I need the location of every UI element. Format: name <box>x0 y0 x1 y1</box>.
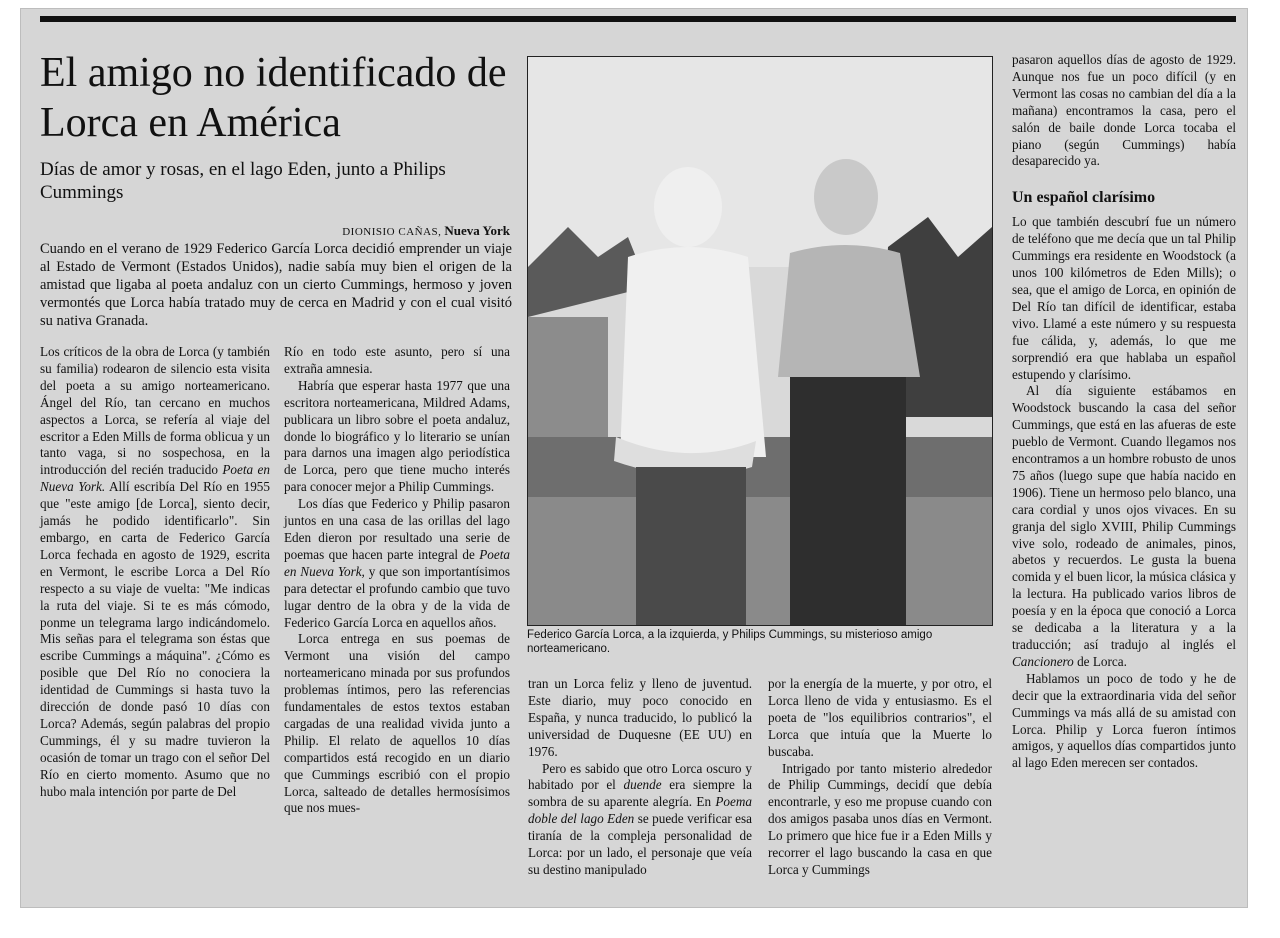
headline: El amigo no identificado de Lorca en América <box>40 50 507 146</box>
paragraph: Los días que Federico y Philip pasaron juntos en una casa de las orillas del lago Eden dieron por resultado una serie de poemas que hacen parte integral de Poeta en Nueva York, y que son importantísimos para detectar el profundo cambio que tuvo lugar dentro de la obra y de la vida de Federico García Lorca en aquellos años. <box>284 496 510 630</box>
column-4 <box>768 676 992 879</box>
paragraph: Habría que esperar hasta 1977 que una escritora norteamericana, Mildred Adams, publicara un libro sobre el poeta andaluz, donde lo biográfico y lo literario se unían para darnos una imagen algo periodística de Lorca, pero que tiene mucho interés para conocer mejor a Philip Cummings. <box>284 377 510 495</box>
paragraph: Lo que también descubrí fue un número de teléfono que me decía que un tal Philip Cummings era residente en Woodstock (a unos 100 kilómetros de Eden Mills); o sea, que el amigo de Lorca, en opinión de Del Río tan difícil de identificar, estaba vivo. Llamé a este número y su respuesta fue cálida, y, además, lo que me sorprendió era que hablaba un español estupendo y clarísimo. <box>1012 214 1236 382</box>
photo-caption: Federico García Lorca, a la izquierda, y Philips Cummings, su misterioso amigo norteamericano. <box>527 629 933 655</box>
paragraph: por la energía de la muerte, y por otro, el Lorca lleno de vida y entusiasmo. Es el poeta de "los equilibrios contrarios", el Lorca que intuía que la Muerte lo buscaba. <box>768 676 992 759</box>
column-5 <box>1012 52 1236 772</box>
photo-image <box>528 57 992 625</box>
section-subhead: Un español clarísimo <box>1012 189 1156 207</box>
byline-location: Nueva York <box>444 223 510 238</box>
paragraph: tran un Lorca feliz y lleno de juventud. Este diario, muy poco conocido en España, y nunca traducido, lo publicó la universidad de Duquesne (EE UU) en 1976. <box>528 676 752 759</box>
lead-paragraph: Cuando en el verano de 1929 Federico García Lorca decidió emprender un viaje al Estado de Vermont (Estados Unidos), nadie sabía muy bien el origen de la amistad que ligaba al poeta andaluz con un cierto Cummings, hermoso y joven vermontés que Lorca había tratado muy de cerca en Madrid y con el cual visitó su nativa Granada. <box>40 241 512 329</box>
subheadline: Días de amor y rosas, en el lago Eden, junto a Philips Cummings <box>40 159 446 203</box>
book-title: Poema doble del lago Eden <box>528 794 752 827</box>
paragraph: Lorca entrega en sus poemas de Vermont una visión del campo norteamericano minada por sus profundos problemas íntimos, pero las referencias fundamentales de estos textos estaban cargadas de una realidad vivida junto a Philip. El relato de aquellos 10 días compartidos está recogido en un diario que Cummings escribió con el propio Lorca, salteado de detalles hermosísimos que nos mues- <box>284 631 510 816</box>
byline <box>315 224 510 239</box>
photo <box>527 56 993 626</box>
paragraph: Pero es sabido que otro Lorca oscuro y habitado por el duende era siempre la sombra de su aparente alegría. En Poema doble del lago Eden se puede verificar esa tiranía de la compleja personalidad de Lorca: por un lado, el personaje que veía su destino manipulado <box>528 760 753 877</box>
byline-author: DIONISIO CAÑAS, <box>342 226 442 238</box>
paragraph: Hablamos un poco de todo y he de decir que la extraordinaria vida del señor Cummings va más allá de su amistad con Lorca. Philip y Lorca fueron íntimos amigos, y aquellos días compartidos junto al lago Eden merecen ser contados. <box>1012 670 1236 771</box>
column-3 <box>528 676 752 879</box>
book-title: Cancionero <box>1012 653 1074 669</box>
top-rule <box>40 16 1236 22</box>
book-title: Poeta en Nueva York, <box>284 546 510 579</box>
paragraph: Intrigado por tanto misterio alrededor de Philip Cummings, decidí que debía encontrarle, y eso me propuse cuando con dos amigos pasaba unos días en Vermont. Lo primero que hice fue ir a Eden Mills y recorrer el lago buscando la casa en que Lorca y Cummings <box>768 760 992 877</box>
paragraph: Los críticos de la obra de Lorca (y también su familia) rodearon de silencio esta visita del poeta a su amigo norteamericano. Ángel del Río, tan cercano en muchos aspectos a Lorca, se refería al viaje del escritor a Eden Mills de forma oblicua y un tanto vaga, si no sospechosa, en la introducción del recién traducido Poeta en Nueva York. Allí escribía Del Río en 1955 que "este amigo [de Lorca], siento decir, jamás he podido identificarlo". Sin embargo, en carta de Federico García Lorca fechada en agosto de 1929, escrita en Vermont, le escribe Lorca a Del Río respecto a su viaje de vuelta: "Me indicas la ruta del viaje. Si te es más cómodo, ponme un telegrama largo indicándomelo. Mis señas para el telegrama son éstas que escribe Cummings a máquina". ¿Cómo es posible que Del Río no conociera la identidad de Cummings si hasta tuvo la dirección de donde pasó 10 días con Lorca? Además, según palabras del propio Cummings, él y su madre tuvieron la ocasión de tomar un trago con el señor Del Río en cierto momento. Asumo que no hubo mala intención por parte de Del <box>40 344 270 799</box>
column-2 <box>284 344 510 817</box>
paragraph: pasaron aquellos días de agosto de 1929. Aunque nos fue un poco difícil (y en Vermont las cosas no cambian del día a la mañana) encontramos la casa, pero el salón de baile donde Lorca tocaba el piano (según Cummings) había desaparecido ya. <box>1012 52 1236 169</box>
paragraph: Al día siguiente estábamos en Woodstock buscando la casa del señor Cummings, que está en las afueras de este pueblo de Vermont. Cuando llegamos nos encontramos a un hombre robusto de unos 75 años (luego supe que había nacido en 1906). Tiene un hermoso pelo blanco, una cara cordial y unos ojos vivaces. En su granja del siglo XVIII, Philip Cummings vive solo, rodeado de animales, pinos, abetos y recuerdos. Le gusta la buena comida y el buen licor, la música clásica y la lectura. Ha publicado varios libros de poesía y en la época que conoció a Lorca se dedicaba a la literatura y a la traducción; así tradujo al inglés el Cancionero de Lorca. <box>1012 383 1236 669</box>
book-title: Poeta en Nueva York. <box>40 462 270 495</box>
paragraph: Río en todo este asunto, pero sí una extraña amnesia. <box>284 344 510 376</box>
column-1 <box>40 344 270 800</box>
